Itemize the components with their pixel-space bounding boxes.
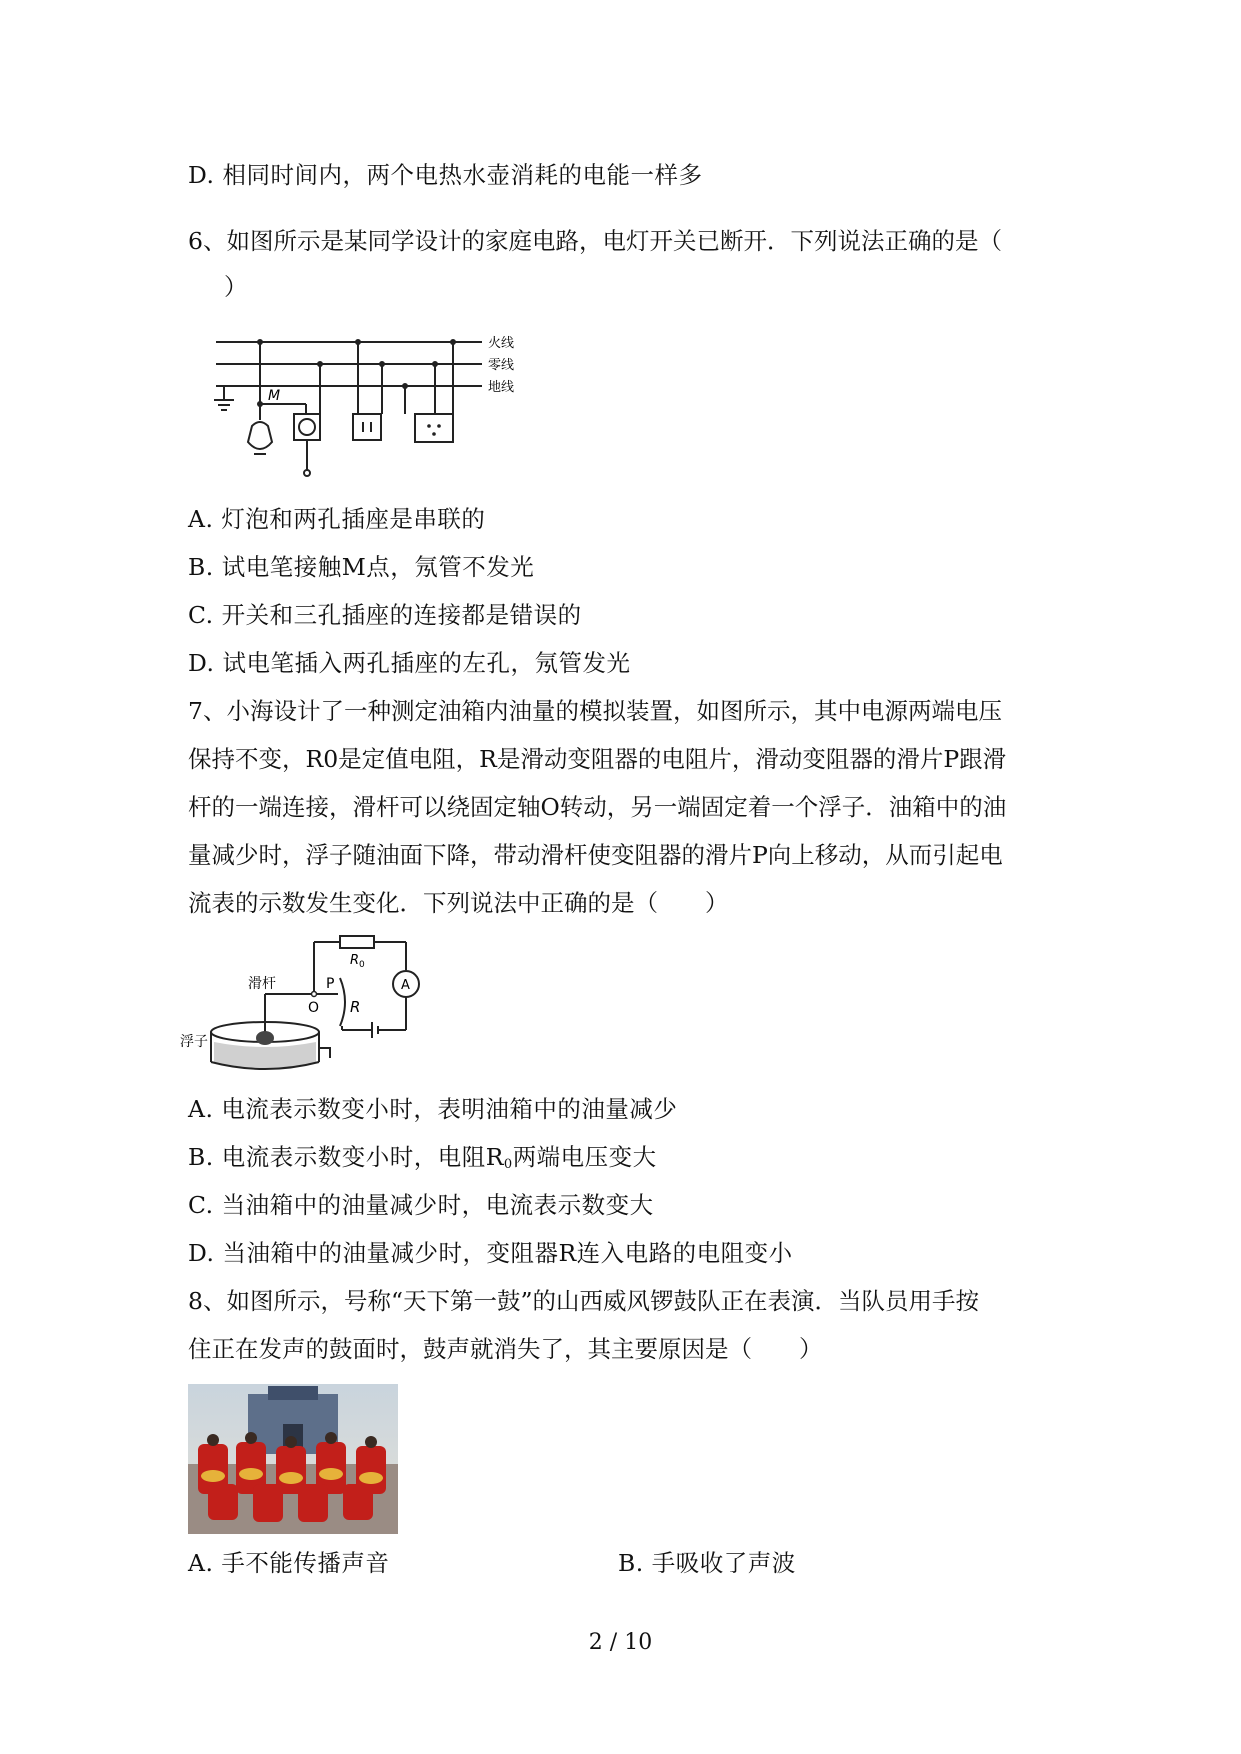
float-label: 浮子: [180, 1034, 208, 1050]
q6-stem-line-2: ）: [224, 273, 248, 301]
q7-stem-line-2: 保持不变，R0是定值电阻，R是滑动变阻器的电阻片，滑动变阻器的滑片P跟滑: [188, 745, 1007, 773]
ground-wire-label: 地线: [488, 380, 515, 395]
q7-option-c: C. 当油箱中的油量减少时，电流表示数变大: [188, 1191, 654, 1219]
page-number: 2 / 10: [588, 1630, 653, 1655]
q6-stem-line-1: 6、如图所示是某同学设计的家庭电路，电灯开关已断开．下列说法正确的是（: [188, 227, 1002, 255]
pivot-o-label: O: [308, 1000, 320, 1016]
ammeter-label: A: [401, 978, 410, 993]
q6-option-b: B. 试电笔接触M点，氖管不发光: [188, 553, 535, 581]
q7-option-d: D. 当油箱中的油量减少时，变阻器R连入电路的电阻变小: [188, 1239, 793, 1267]
neutral-wire-label: 零线: [488, 358, 515, 373]
r0-subscript: 0: [359, 960, 365, 970]
q6-option-a: A. 灯泡和两孔插座是串联的: [188, 505, 486, 533]
q7-stem-line-4: 量减少时，浮子随油面下降，带动滑杆使变阻器的滑片P向上移动，从而引起电: [188, 841, 1003, 869]
rod-label: 滑杆: [248, 976, 276, 992]
q7-stem-line-5: 流表的示数发生变化．下列说法中正确的是（ ）: [188, 889, 729, 917]
r0-label: R: [350, 953, 360, 968]
q7-stem-line-3: 杆的一端连接，滑杆可以绕固定轴O转动，另一端固定着一个浮子．油箱中的油: [188, 793, 1007, 821]
q5-option-d: D. 相同时间内，两个电热水壶消耗的电能一样多: [188, 161, 703, 189]
household-circuit-diagram: [210, 330, 530, 490]
oil-gauge-circuit-diagram: [180, 930, 450, 1080]
drum-performance-photo: [188, 1384, 398, 1534]
q8-stem-line-2: 住正在发声的鼓面时，鼓声就消失了，其主要原因是（ ）: [188, 1335, 823, 1363]
live-wire-label: 火线: [488, 336, 515, 351]
q6-option-c: C. 开关和三孔插座的连接都是错误的: [188, 601, 582, 629]
q7-stem-line-1: 7、小海设计了一种测定油箱内油量的模拟装置，如图所示，其中电源两端电压: [188, 697, 1002, 725]
q8-option-b: B. 手吸收了声波: [618, 1549, 796, 1577]
q8-option-a: A. 手不能传播声音: [188, 1549, 390, 1577]
q6-option-d: D. 试电笔插入两孔插座的左孔，氖管发光: [188, 649, 631, 677]
slider-p-label: P: [326, 976, 335, 992]
q7-option-a: A. 电流表示数变小时，表明油箱中的油量减少: [188, 1095, 678, 1123]
point-m-label: M: [268, 388, 281, 404]
rheostat-r-label: R: [350, 998, 361, 1016]
q8-stem-line-1: 8、如图所示，号称“天下第一鼓”的山西威风锣鼓队正在表演．当队员用手按: [188, 1287, 979, 1315]
q7-option-b: B. 电流表示数变小时，电阻$R_0$两端电压变大: [188, 1143, 657, 1172]
